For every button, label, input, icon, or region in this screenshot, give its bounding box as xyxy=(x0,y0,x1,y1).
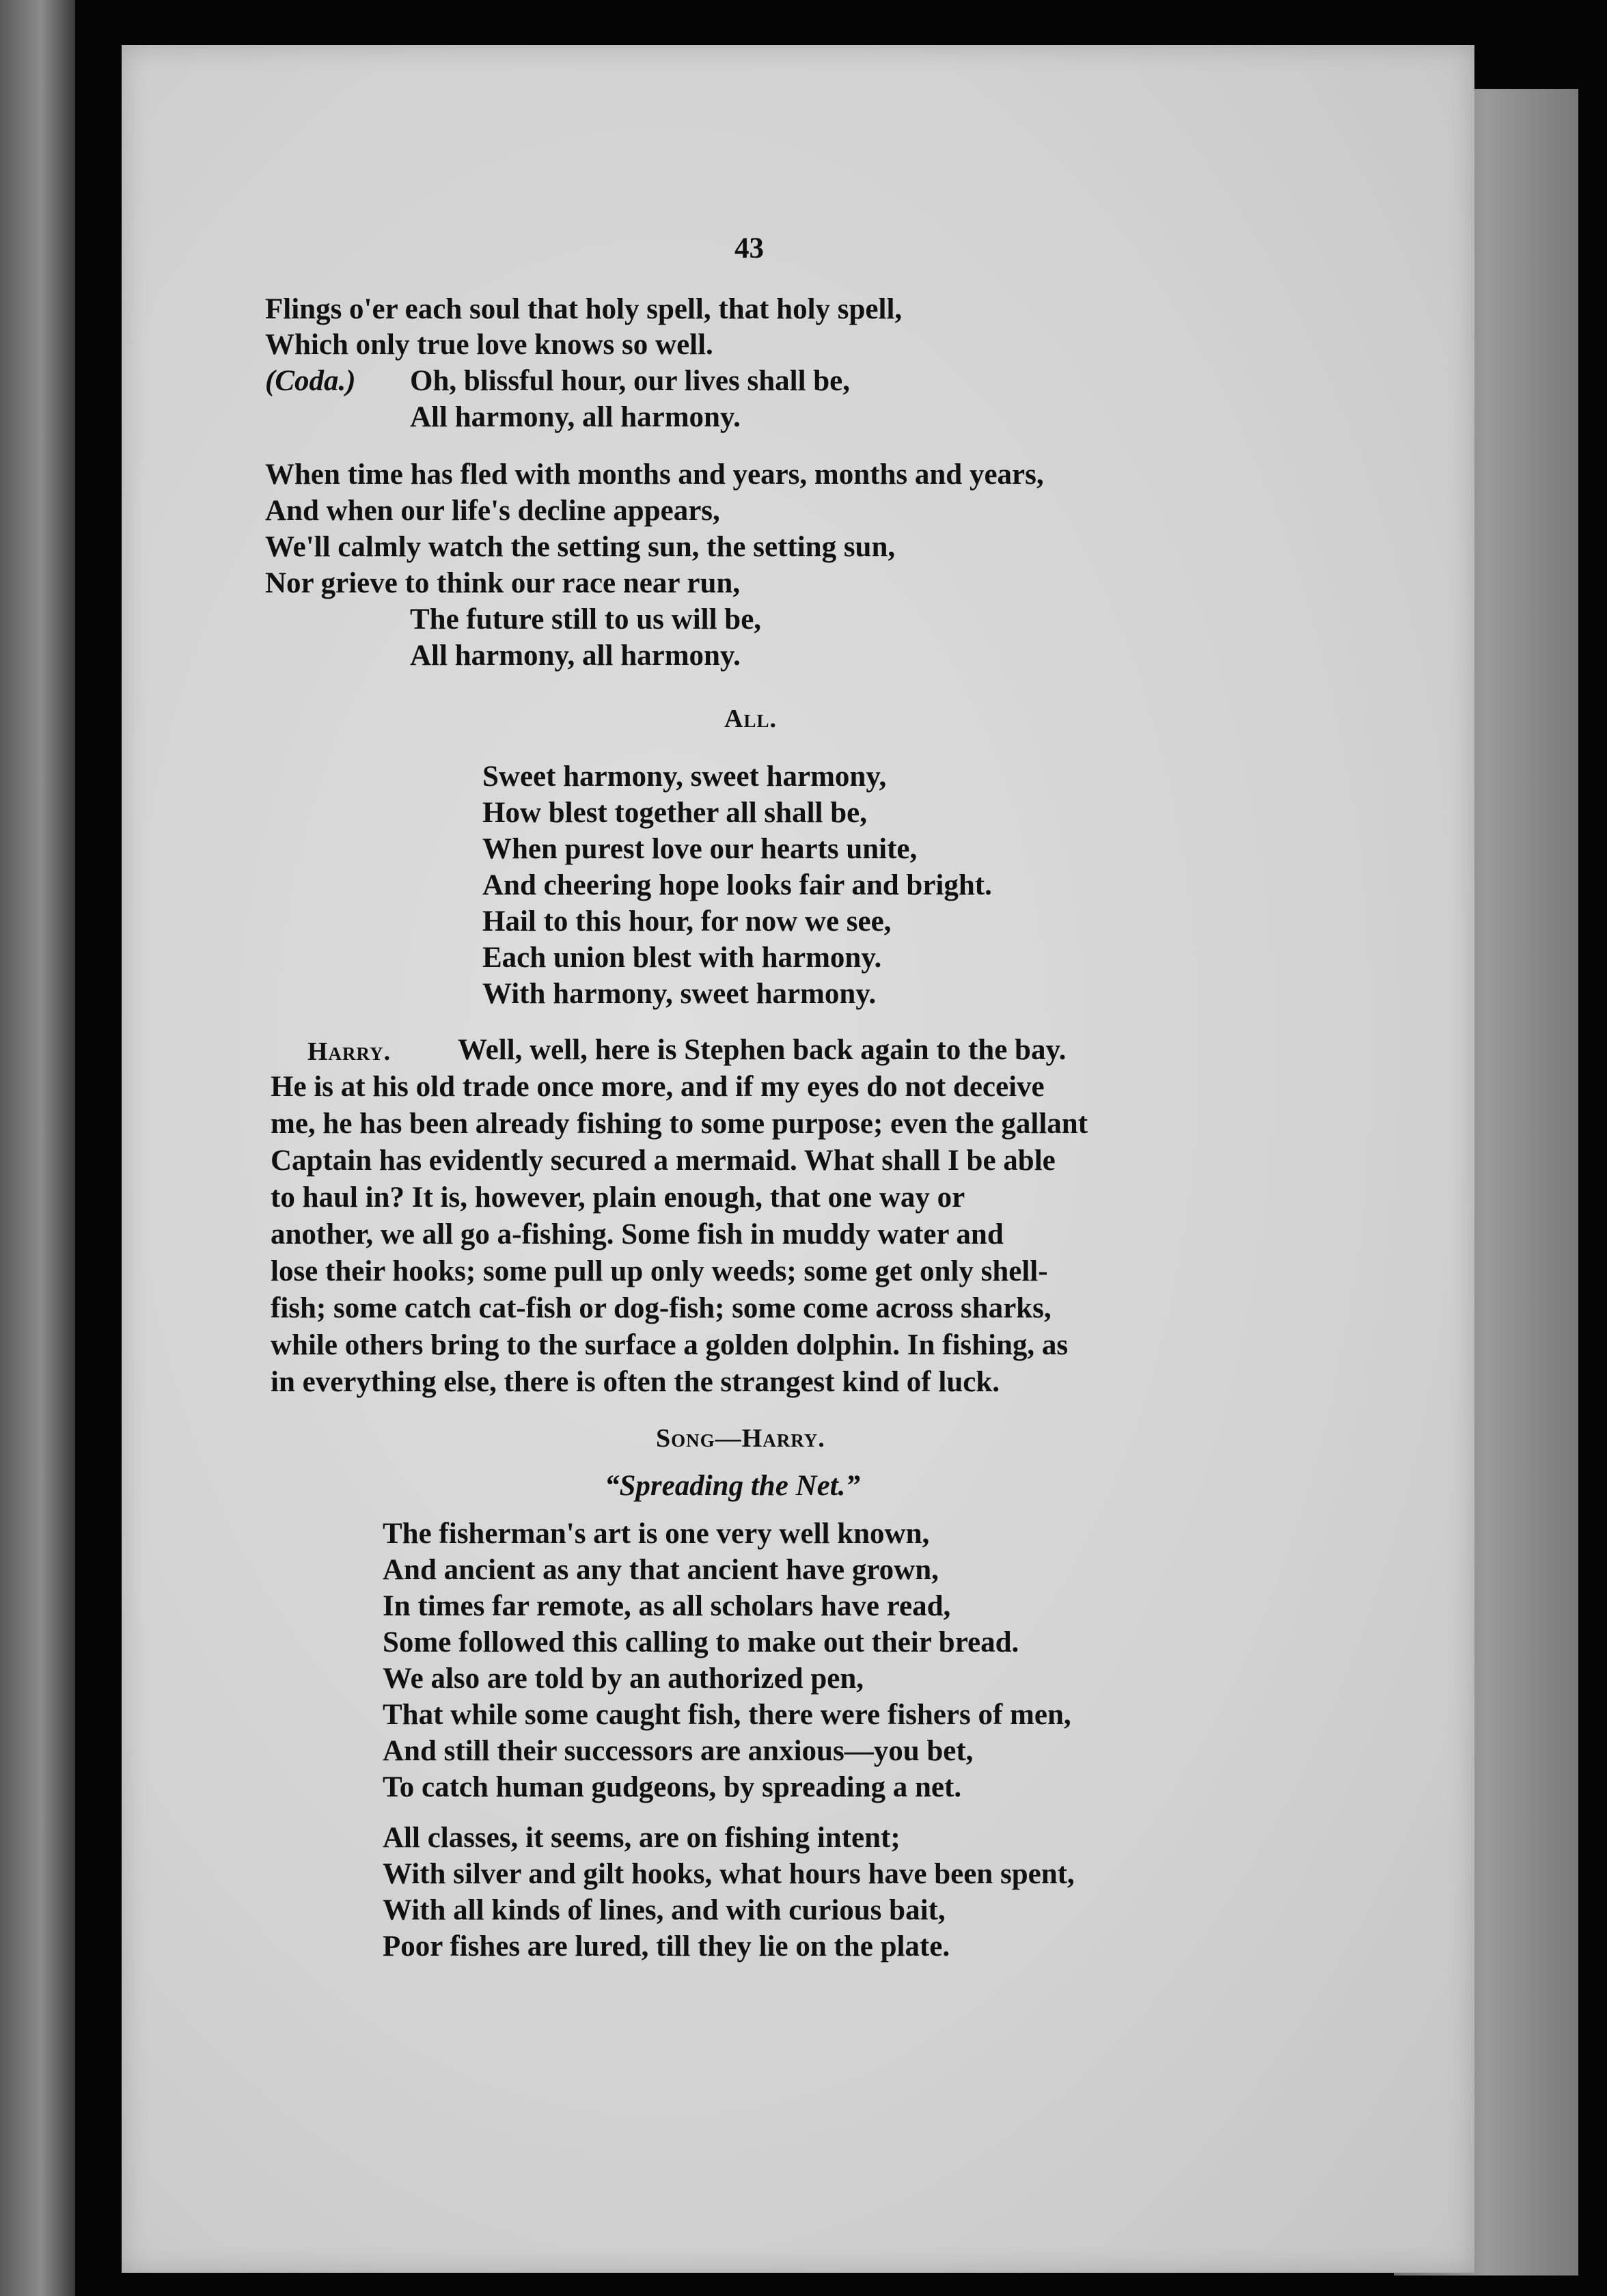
song-stanza1-line-7: And still their successors are anxious—you bet, xyxy=(383,1735,974,1767)
stanza2-line-4: Nor grieve to think our race near run, xyxy=(265,567,741,599)
page-number: 43 xyxy=(734,232,764,264)
song-stanza2-line-4: Poor fishes are lured, till they lie on the plate. xyxy=(383,1930,950,1963)
song-stanza1-line-8: To catch human gudgeons, by spreading a net. xyxy=(383,1771,962,1803)
song-stanza1-line-2: And ancient as any that ancient have grown, xyxy=(383,1554,939,1586)
chorus-line-4: And cheering hope looks fair and bright. xyxy=(482,869,992,901)
song-stanza2-line-3: With all kinds of lines, and with curious bait, xyxy=(383,1894,946,1926)
song-stanza1-line-5: We also are told by an authorized pen, xyxy=(383,1663,864,1695)
song-heading: Song—Harry. xyxy=(656,1424,825,1453)
chorus-line-3: When purest love our hearts unite, xyxy=(482,833,918,865)
coda-label: (Coda.) xyxy=(265,365,356,397)
song-stanza1-line-1: The fisherman's art is one very well known, xyxy=(383,1518,930,1550)
song-stanza1-line-6: That while some caught fish, there were fishers of men, xyxy=(383,1699,1071,1731)
chorus-line-2: How blest together all shall be, xyxy=(482,797,867,829)
song-stanza2-line-2: With silver and gilt hooks, what hours have been spent, xyxy=(383,1858,1075,1890)
prose-line-8: fish; some catch cat-fish or dog-fish; some come across sharks, xyxy=(271,1292,1052,1324)
stanza2-line-6: All harmony, all harmony. xyxy=(410,640,741,672)
gutter-shadow xyxy=(75,0,116,2296)
song-stanza1-line-3: In times far remote, as all scholars have read, xyxy=(383,1590,951,1622)
prose-line-7: lose their hooks; some pull up only weeds; some get only shell- xyxy=(271,1255,1048,1287)
chorus-line-6: Each union blest with harmony. xyxy=(482,942,882,974)
stanza2-line-1: When time has fled with months and years, months and years, xyxy=(265,459,1044,491)
stanza2-line-3: We'll calmly watch the setting sun, the setting sun, xyxy=(265,531,896,563)
prose-line-3: me, he has been already fishing to some purpose; even the gallant xyxy=(271,1108,1088,1140)
stanza1-line-1: Flings o'er each soul that holy spell, that holy spell, xyxy=(265,293,903,325)
all-heading: All. xyxy=(724,705,777,733)
chorus-line-1: Sweet harmony, sweet harmony, xyxy=(482,761,887,793)
stanza2-line-2: And when our life's decline appears, xyxy=(265,495,720,527)
prose-line-5: to haul in? It is, however, plain enough, that one way or xyxy=(271,1181,965,1214)
left-page-edge xyxy=(0,0,75,2296)
song-stanza2-line-1: All classes, it seems, are on fishing intent; xyxy=(383,1822,901,1854)
stanza1-line-4: All harmony, all harmony. xyxy=(410,401,741,433)
chorus-line-7: With harmony, sweet harmony. xyxy=(482,978,877,1010)
prose-line-2: He is at his old trade once more, and if my eyes do not deceive xyxy=(271,1071,1045,1103)
prose-line-1: Well, well, here is Stephen back again to the bay. xyxy=(458,1034,1067,1066)
stanza1-line-2: Which only true love knows so well. xyxy=(265,329,713,361)
stanza1-line-3: Oh, blissful hour, our lives shall be, xyxy=(410,365,851,397)
song-stanza1-line-4: Some followed this calling to make out their bread. xyxy=(383,1626,1019,1658)
prose-line-4: Captain has evidently secured a mermaid. What shall I be able xyxy=(271,1145,1056,1177)
stanza2-line-5: The future still to us will be, xyxy=(410,603,762,636)
prose-line-9: while others bring to the surface a golden dolphin. In fishing, as xyxy=(271,1329,1069,1361)
chorus-line-5: Hail to this hour, for now we see, xyxy=(482,905,892,938)
song-title: “Spreading the Net.” xyxy=(605,1470,860,1502)
speaker-name: Harry. xyxy=(307,1037,392,1066)
prose-line-10: in everything else, there is often the strangest kind of luck. xyxy=(271,1366,1000,1398)
prose-line-6: another, we all go a-fishing. Some fish in muddy water and xyxy=(271,1218,1004,1250)
